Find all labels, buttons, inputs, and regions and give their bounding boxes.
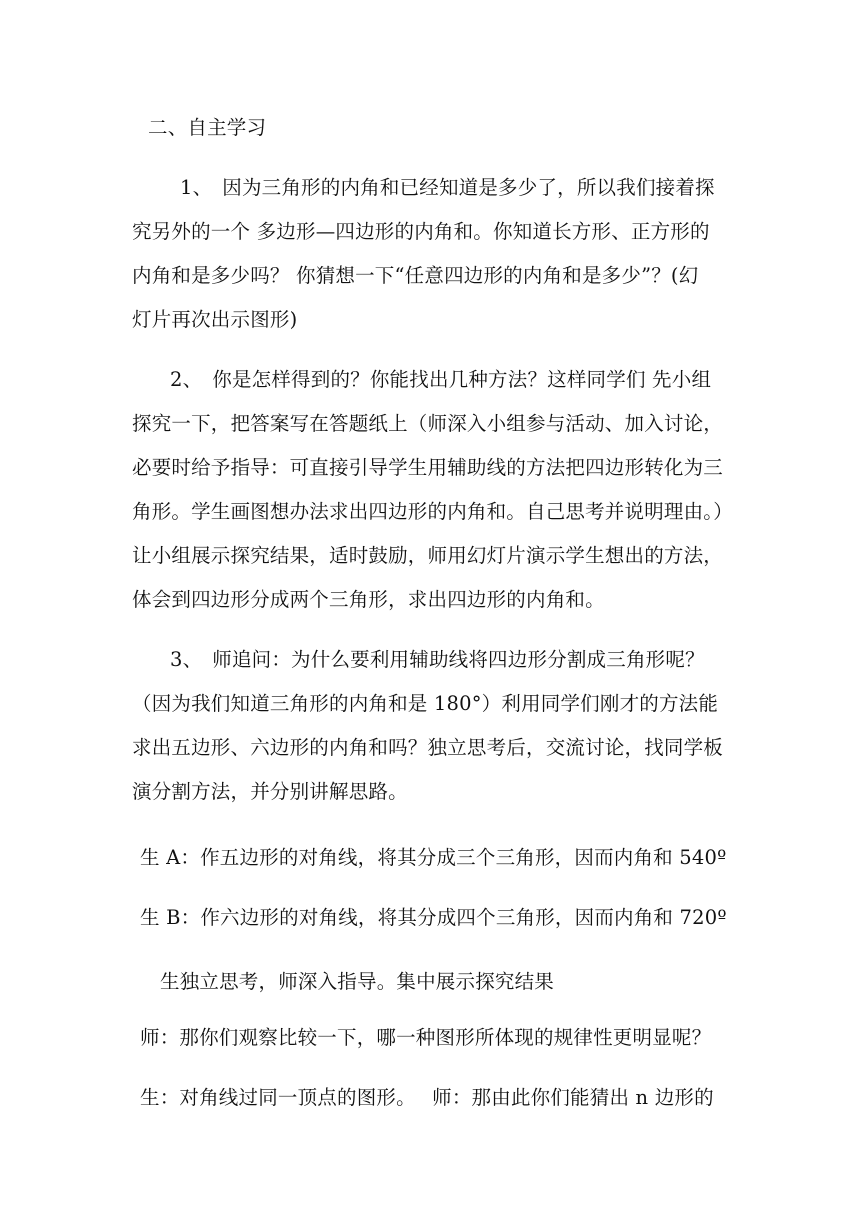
paragraph-3-line-3: 求出五边形、六边形的内角和吗？独立思考后，交流讨论，找同学板	[132, 736, 724, 759]
paragraph-1-line-2: 究另外的一个 多边形—四边形的内角和。你知道长方形、正方形的	[132, 220, 710, 243]
paragraph-2-line-6: 体会到四边形分成两个三角形，求出四边形的内角和。	[132, 588, 605, 611]
paragraph-1-line-3: 内角和是多少吗？ 你猜想一下“任意四边形的内角和是多少”？(幻	[132, 264, 699, 287]
paragraph-2-line-2: 探究一下，把答案写在答题纸上（师深入小组参与活动、加入讨论，	[132, 412, 724, 435]
section-heading: 二、自主学习	[148, 116, 267, 139]
paragraph-3-line-4: 演分割方法，并分别讲解思路。	[132, 780, 408, 803]
paragraph-1-line-1: 1、 因为三角形的内角和已经知道是多少了，所以我们接着探	[180, 176, 715, 199]
paragraph-2-line-4: 角形。学生画图想办法求出四边形的内角和。自己思考并说明理由。）	[132, 500, 733, 523]
paragraph-1-line-4: 灯片再次出示图形)	[132, 308, 298, 331]
paragraph-3-line-2: （因为我们知道三角形的内角和是 180°）利用同学们刚才的方法能	[132, 692, 719, 715]
student-a-line: 生 A：作五边形的对角线，将其分成三个三角形，因而内角和 540º	[140, 846, 727, 869]
paragraph-2-line-3: 必要时给予指导：可直接引导学生用辅助线的方法把四边形转化为三	[132, 456, 724, 479]
student-answer-line: 生：对角线过同一顶点的图形。 师：那由此你们能猜出 n 边形的	[140, 1086, 714, 1109]
paragraph-2-line-1: 2、 你是怎样得到的？你能找出几种方法？这样同学们 先小组	[170, 368, 712, 391]
teacher-question-line: 师：那你们观察比较一下，哪一种图形所体现的规律性更明显呢？	[140, 1026, 712, 1049]
paragraph-3-line-1: 3、 师追问：为什么要利用辅助线将四边形分割成三角形呢？	[170, 648, 705, 671]
paragraph-2-line-5: 让小组展示探究结果，适时鼓励，师用幻灯片演示学生想出的方法，	[132, 544, 724, 567]
independent-thinking-line: 生独立思考，师深入指导。集中展示探究结果	[160, 970, 555, 993]
student-b-line: 生 B：作六边形的对角线，将其分成四个三角形，因而内角和 720º	[140, 906, 727, 929]
